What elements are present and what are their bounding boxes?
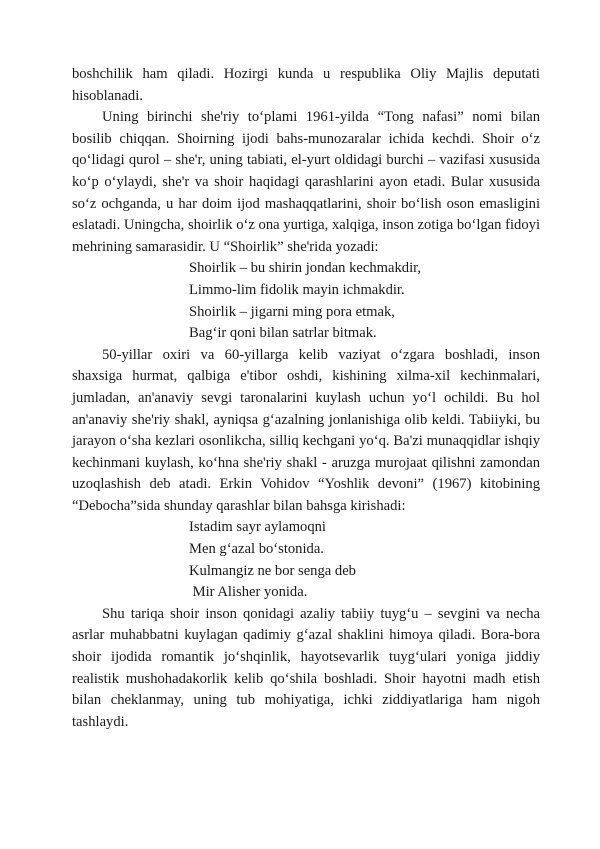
document-page: [72, 64, 540, 733]
verse-line: Limmo-lim fidolik mayin ichmakdir.: [189, 281, 405, 298]
paragraph-first-collection: Uning birinchi she'riy to‘plami 1961-yilda “Tong nafasi” nomi bilan bosilib chiqqan. Shoirning ijodi bahs-munozaralar ichida kechdi. Shoir o‘z qo‘lidagi qurol – she'r, uning tabiati, el-yurt oldidagi burchi – vazifasi xususida ko‘p o‘ylaydi, she'r va shoir haqidagi qarashlarini ayon etadi. Bular xususida so‘z ochganda, u har doim ijod mashaqqatlarini, shoir bo‘lish oson emasligini eslatadi. Uningcha, shoirlik o‘z ona yurtiga, xalqiga, inson zotiga bo‘lgan fidoyi mehrining samarasidir. U “Shoirlik” she'rida yozadi:: [72, 109, 540, 255]
paragraph-continuation: boshchilik ham qiladi. Hozirgi kunda u respublika Oliy Majlis deputati hisoblanadi.: [72, 66, 540, 104]
paragraph-romantic-realism: Shu tariqa shoir inson qonidagi azaliy tabiiy tuyg‘u – sevgini va necha asrlar muhabbatni kuylagan qadimiy g‘azal shaklini himoya qiladi. Bora-bora shoir ijodida romantik jo‘shqinlik, hayotsevarlik tuyg‘ulari yoniga jiddiy realistik mushohadakorlik kelib qo‘shila boshladi. Shoir hayotni madh etish bilan cheklanmay, uning tub mohiyatiga, ichki ziddiyatlariga ham nigoh tashlaydi.: [72, 605, 540, 730]
paragraph-ghazal-revival: 50-yillar oxiri va 60-yillarga kelib vaziyat o‘zgara boshladi, inson shaxsiga hurmat, qalbiga e'tibor oshdi, kishining xilma-xil kechinmalari, jumladan, an'anaviy sevgi taronalarini kuylash uchun yo‘l ochildi. Bu hol an'anaviy she'riy shakl, ayniqsa g‘azalning jonlanishiga olib keldi. Tabiiyki, bu jarayon o‘sha kezlari osonlikcha, silliq kechgani yo‘q. Ba'zi munaqqidlar ishqiy kechinmani kuylash, ko‘hna she'riy shakl - aruzga murojaat qilishni zamondan uzoqlashish deb atadi. Erkin Vohidov “Yoshlik devoni” (1967) kitobining “Debocha”sida shunday qarashlar bilan bahsga kirishadi:: [72, 346, 540, 514]
verse-line: Kulmangiz ne bor senga deb: [189, 562, 356, 579]
poem-debocha: [72, 517, 540, 603]
verse-line: Shoirlik – jigarni ming pora etmak,: [189, 303, 395, 320]
verse-line: Bag‘ir qoni bilan satrlar bitmak.: [189, 325, 377, 342]
verse-line: Mir Alisher yonida.: [189, 584, 308, 601]
verse-line: Shoirlik – bu shirin jondan kechmakdir,: [189, 260, 422, 277]
verse-line: Men g‘azal bo‘stonida.: [189, 541, 324, 558]
poem-shoirlik: [72, 258, 540, 344]
verse-line: Istadim sayr aylamoqni: [189, 519, 326, 536]
